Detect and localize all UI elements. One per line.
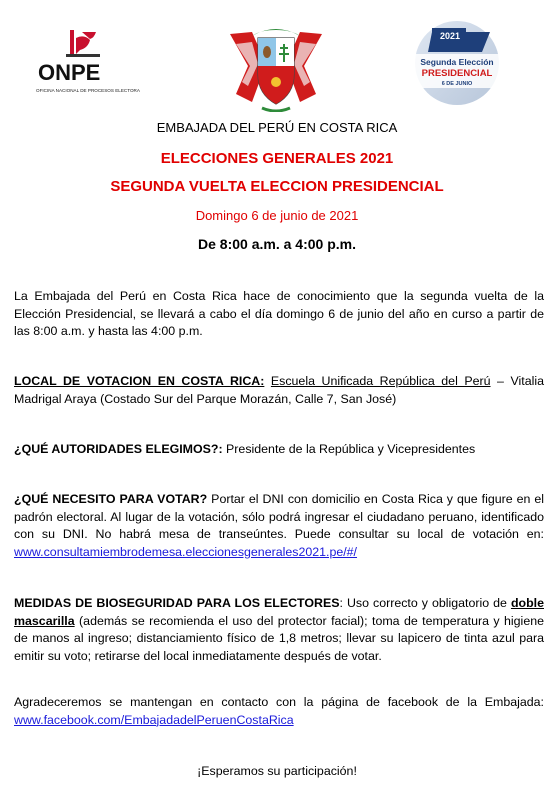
biosafety-text1: : Uso correcto y obligatorio de bbox=[339, 596, 511, 610]
biosafety-label: MEDIDAS DE BIOSEGURIDAD PARA LOS ELECTORES bbox=[14, 596, 340, 610]
segunda-eleccion-badge bbox=[392, 18, 522, 108]
voting-location-place: Escuela Unificada República del Perú bbox=[270, 374, 491, 388]
se-line1: Segunda Elección bbox=[420, 57, 494, 67]
voting-location-paragraph bbox=[14, 373, 544, 408]
authorities-paragraph bbox=[14, 441, 544, 459]
authorities-label: ¿QUÉ AUTORIDADES ELEGIMOS?: bbox=[14, 442, 223, 456]
intro-paragraph: La Embajada del Perú en Costa Rica hace de conocimiento que la segunda vuelta de la Elección Presidencial, se llevará a cabo el día domingo 6 de junio del año en curso a partir de las 8:00 a.m. y hasta las 4:00 p.m. bbox=[14, 289, 544, 338]
embassy-heading: EMBAJADA DEL PERÚ EN COSTA RICA bbox=[156, 120, 398, 135]
consulta-link[interactable]: www.consultamiembrodemesa.eleccionesgenerales2021.pe/#/ bbox=[14, 544, 358, 559]
requirements-paragraph bbox=[14, 491, 544, 561]
biosafety-emphasis: doble mascarilla bbox=[14, 596, 544, 628]
voting-location-label: LOCAL DE VOTACION EN COSTA RICA: bbox=[14, 374, 265, 388]
subtitle: SEGUNDA VUELTA ELECCION PRESIDENCIAL bbox=[110, 178, 444, 195]
onpe-subtitle: OFICINA NACIONAL DE PROCESOS ELECTORALES bbox=[36, 88, 140, 93]
se-date: 6 DE JUNIO bbox=[441, 81, 473, 87]
closing-message: ¡Esperamos su participación! bbox=[197, 764, 357, 778]
requirements-text: Portar el DNI con domicilio en Costa Rica y que figure en el padrón electoral. Al lugar de la votación, sólo podrá ingresar el ciudadano peruano, identificado con su DNI. No habrá mesa de transeúntes. Puede consultar su local de votación en: bbox=[14, 492, 544, 541]
onpe-logo bbox=[30, 24, 140, 104]
authorities-text: Presidente de la República y Vicepresidentes bbox=[222, 442, 476, 456]
peru-coat-of-arms bbox=[222, 24, 330, 112]
segunda-eleccion-logo bbox=[392, 18, 522, 108]
election-date: Domingo 6 de junio de 2021 bbox=[195, 208, 359, 223]
biosafety-paragraph bbox=[14, 595, 544, 665]
coat-of-arms-icon bbox=[222, 24, 330, 112]
se-year: 2021 bbox=[440, 31, 461, 41]
voting-hours: De 8:00 a.m. a 4:00 p.m. bbox=[198, 236, 356, 252]
requirements-label: ¿QUÉ NECESITO PARA VOTAR? bbox=[14, 492, 208, 506]
se-line2: PRESIDENCIAL bbox=[421, 68, 493, 79]
facebook-paragraph bbox=[14, 694, 544, 729]
biosafety-text2: (además se recomienda el uso del protector facial); toma de temperatura y higiene de manos al ingreso; distanciamiento físico de 1,8 metros; llevar su lapicero de tinta azul para emitir su voto; retirarse del local inmediatamente después de votar. bbox=[14, 613, 544, 663]
facebook-text: Agradeceremos se mantengan en contacto con la página de facebook de la Embajada: bbox=[14, 695, 544, 709]
main-title: ELECCIONES GENERALES 2021 bbox=[160, 150, 394, 167]
voting-location-details: – Vitalia Madrigal Araya (Costado Sur del Parque Morazán, Calle 7, San José) bbox=[14, 374, 544, 406]
facebook-link[interactable]: www.facebook.com/EmbajadadelPeruenCostaRica bbox=[14, 712, 294, 727]
onpe-emblem bbox=[30, 24, 140, 104]
onpe-wordmark: ONPE bbox=[38, 60, 101, 85]
